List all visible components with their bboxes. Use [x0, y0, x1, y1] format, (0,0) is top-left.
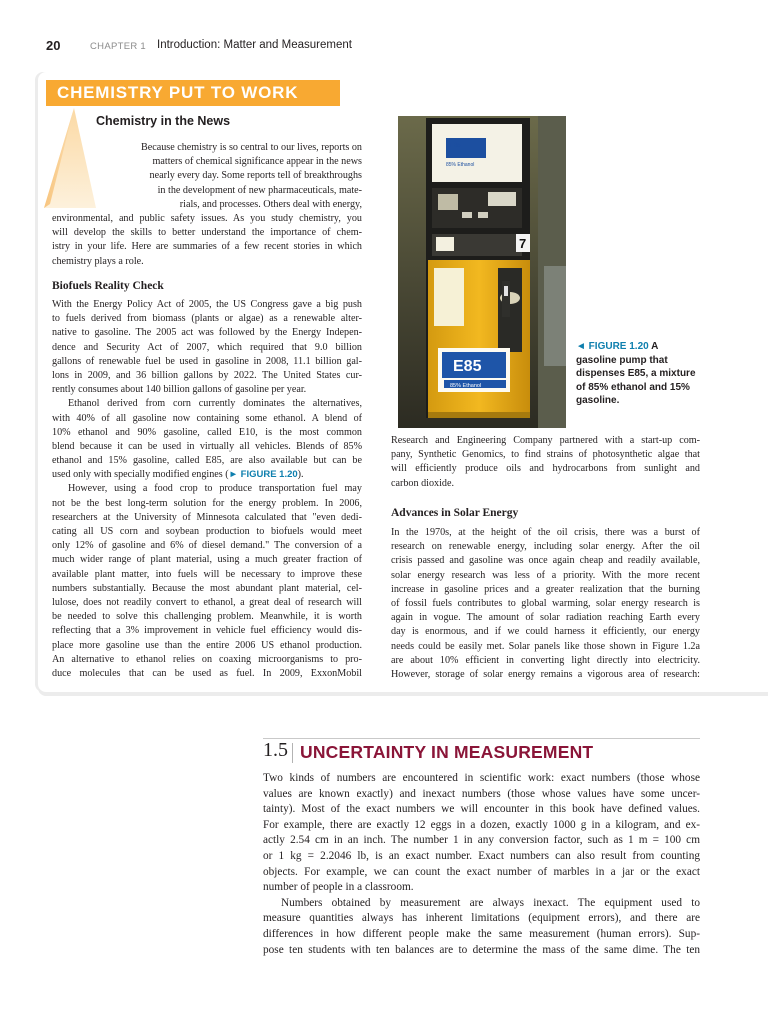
body-line: of fossil fuels contributes to global warming, solar energy research is — [391, 597, 700, 609]
biofuels-text — [52, 298, 362, 681]
body-line: With the Energy Policy Act of 2005, the US Congress gave a big push — [52, 299, 362, 310]
body-text: used only with specially modified engines ( — [52, 469, 229, 481]
intro-line: rials, and processes. Others deal with energy, — [179, 198, 362, 210]
body-text: ). — [297, 469, 304, 481]
body-line: carbon dioxide. — [391, 477, 454, 489]
body-line: needs could be easily met. Solar panels like those shown in Figure 1.2a — [391, 640, 700, 652]
body-line: Research and Engineering Company partnered with a start-up com- — [391, 435, 700, 446]
pump-number: 7 — [519, 236, 527, 251]
body-line: native to gasoline. The 2005 act was followed by the Energy Indepen- — [52, 327, 362, 339]
figure-ref-link[interactable]: ► FIGURE 1.20 — [228, 469, 298, 481]
intro-line: environmental, and public safety issues. As you study chemistry, you — [52, 213, 362, 224]
body-line: increase in gasoline prices and a greater realization that the burning — [391, 583, 700, 595]
body-line: However, storage of solar energy remains a vigorous area of research: — [391, 668, 700, 680]
pump-sign-top: E85 — [450, 143, 461, 149]
body-line: duce molecules that can be used as fuel. In 2009, ExxonMobil — [52, 667, 362, 679]
body-line: will efficiently produce oils and hydrocarbons from sunlight and — [391, 463, 700, 475]
intro-line: matters of chemical significance appear in the news — [152, 156, 362, 168]
pump-panel-label: E85 — [453, 358, 482, 375]
body-line: 10% ethanol and 90% gasoline, called E10, is the most common — [52, 426, 362, 438]
body-line: not be the best long-term solution for the energy problem. In 2006, — [52, 497, 362, 509]
gas-pump-illustration — [398, 116, 566, 428]
intro-line: will develop the skills to better understand the importance of chem- — [52, 227, 362, 239]
body-line: dence and Security Act of 2007, which required that 9.0 billion — [52, 341, 362, 353]
intro-paragraph — [100, 141, 362, 212]
body-line: only 12% of gasoline and 6% of diesel demand." The conversion of a — [52, 540, 362, 552]
body-line: actly 2.54 cm in an inch. The number 1 in any conversion factor, such as 1 m = 100 cm — [263, 834, 700, 847]
body-line: differences in how different people make the same measurement (human errors). Sup- — [263, 927, 700, 940]
body-line: research on renewable energy, including solar energy. After the oil — [391, 541, 700, 553]
feature-heading: Chemistry in the News — [96, 114, 231, 128]
body-line: Two kinds of numbers are encountered in scientific work: exact numbers (those whose — [263, 772, 700, 784]
body-line: measure quantities always has inherent limitations (equipment errors), and there are — [263, 912, 700, 925]
body-line: lons in 2009, and 36 billion gallons by 2022. The United States cur- — [52, 369, 362, 381]
body-line: researchers at the University of Minnesota calculated that "even dedi- — [52, 511, 362, 523]
chapter-title: Introduction: Matter and Measurement — [157, 39, 352, 51]
body-line: pany, Synthetic Genomics, to find strains of photosynthetic algae that — [391, 449, 700, 461]
right-column-text — [391, 434, 700, 491]
gas-pump-photo — [398, 116, 566, 428]
body-line: rently consumes about 140 billion gallons of gasoline per year. — [52, 384, 307, 396]
solar-text — [391, 526, 700, 682]
section-body — [263, 771, 700, 958]
pump-panel-sub: 85% Ethanol — [450, 383, 482, 389]
body-line: lulose, does not readily convert to ethanol, a great deal of research will — [52, 596, 362, 608]
body-line: numbers substantially. Because the most abundant plant material, cel- — [52, 582, 362, 594]
caption-figure-label: ◄ FIGURE 1.20 — [576, 341, 649, 352]
body-line: For example, there are exactly 12 eggs in a dozen, exactly 1000 g in a kilogram, and ex- — [263, 818, 700, 831]
body-line: day is enormous, and if we could harness it efficiently, our energy — [391, 626, 700, 638]
body-line: much wider range of plant material, using a much greater fraction of — [52, 554, 362, 566]
section-divider — [292, 743, 293, 763]
body-line: blend because it can be used in virtually all vehicles. Blends of 85% — [52, 440, 362, 452]
section-number: 1.5 — [263, 739, 288, 761]
section-title: UNCERTAINTY IN MEASUREMENT — [300, 742, 594, 762]
intro-line: istry in your life. Here are summaries of a few recent stories in which — [52, 241, 362, 253]
body-line: place more gasoline use than the entire 2006 US ethanol production. — [52, 639, 362, 651]
body-line: are about 10% efficient in converting light directly into electricity. — [391, 654, 700, 666]
body-line: solar energy research was less of a priority. With the more recent — [391, 569, 700, 581]
intro-paragraph-continued — [52, 212, 362, 269]
body-line: tainty). Most of the exact numbers we will encounter in this book have defined values. — [263, 803, 700, 816]
feature-banner: CHEMISTRY PUT TO WORK — [46, 80, 340, 106]
section-rule — [263, 738, 700, 739]
body-line: to fuels derived from biomass (plants or algae) as a renewable alter- — [52, 313, 362, 325]
body-line: number of people in a classroom. — [263, 881, 414, 894]
body-line-with-figure-ref — [52, 468, 362, 482]
body-line: values are known exactly) and inexact numbers (those whose values have some uncer- — [263, 787, 700, 800]
intro-line: nearly every day. Some reports tell of breakthroughs — [149, 170, 362, 182]
body-line: ethanol and 15% gasoline, called E85, are also available but can be — [52, 455, 362, 467]
body-line: Numbers obtained by measurement are always inexact. The equipment used to — [281, 896, 700, 909]
intro-line: in the development of new pharmaceuticals, mate- — [157, 184, 362, 196]
body-line: crisis passed and gasoline was once again cheap and readily available, — [391, 555, 700, 567]
body-line: available plant matter, into fuels will be necessary to improve these — [52, 568, 362, 580]
biofuels-heading: Biofuels Reality Check — [52, 280, 164, 292]
body-line: with 40% of all gasoline now containing some ethanol. A blend of — [52, 412, 362, 424]
body-line: In the 1970s, at the height of the oil crisis, there was a burst of — [391, 527, 700, 538]
body-line: gallons of renewable fuel be used in gasoline in 2008, 11.1 billion gal- — [52, 355, 362, 367]
body-line: Ethanol derived from corn currently dominates the alternatives, — [68, 398, 362, 410]
intro-line: Because chemistry is so central to our lives, reports on — [140, 142, 362, 153]
body-line: reflecting that a 3% improvement in vehicle fuel efficiency would dis- — [52, 625, 362, 637]
body-line: or 1 kg = 2.2046 lb, is an exact number. Exact numbers can also result from counting — [263, 849, 700, 862]
intro-line: chemistry plays a role. — [52, 255, 144, 267]
body-line: be needed to solve this challenging problem. Meanwhile, it is worth — [52, 611, 362, 623]
body-line: cating all US corn and soybean production to biofuels would meet — [52, 526, 362, 537]
caption-text: A gasoline pump that dispenses E85, a mixture of 85% ethanol and 15% gasoline. — [576, 341, 696, 406]
chapter-label: CHAPTER 1 — [90, 41, 147, 52]
body-line: again in vogue. The amount of solar radiation reaching Earth every — [391, 612, 700, 624]
pump-sign-sub: 85% Ethanol — [446, 162, 475, 168]
body-line: An alternative to ethanol relies on coaxing microorganisms to pro- — [52, 653, 362, 665]
figure-caption — [576, 340, 696, 408]
body-line: However, using a food crop to produce transportation fuel may — [68, 483, 362, 495]
body-line: objects. For example, we can count the exact number of marbles in a jar or the exact — [263, 865, 700, 878]
page-number: 20 — [46, 38, 61, 53]
solar-heading: Advances in Solar Energy — [391, 507, 519, 519]
body-line: pose ten students with ten balances are to determine the mass of the same dime. The ten — [263, 943, 700, 956]
